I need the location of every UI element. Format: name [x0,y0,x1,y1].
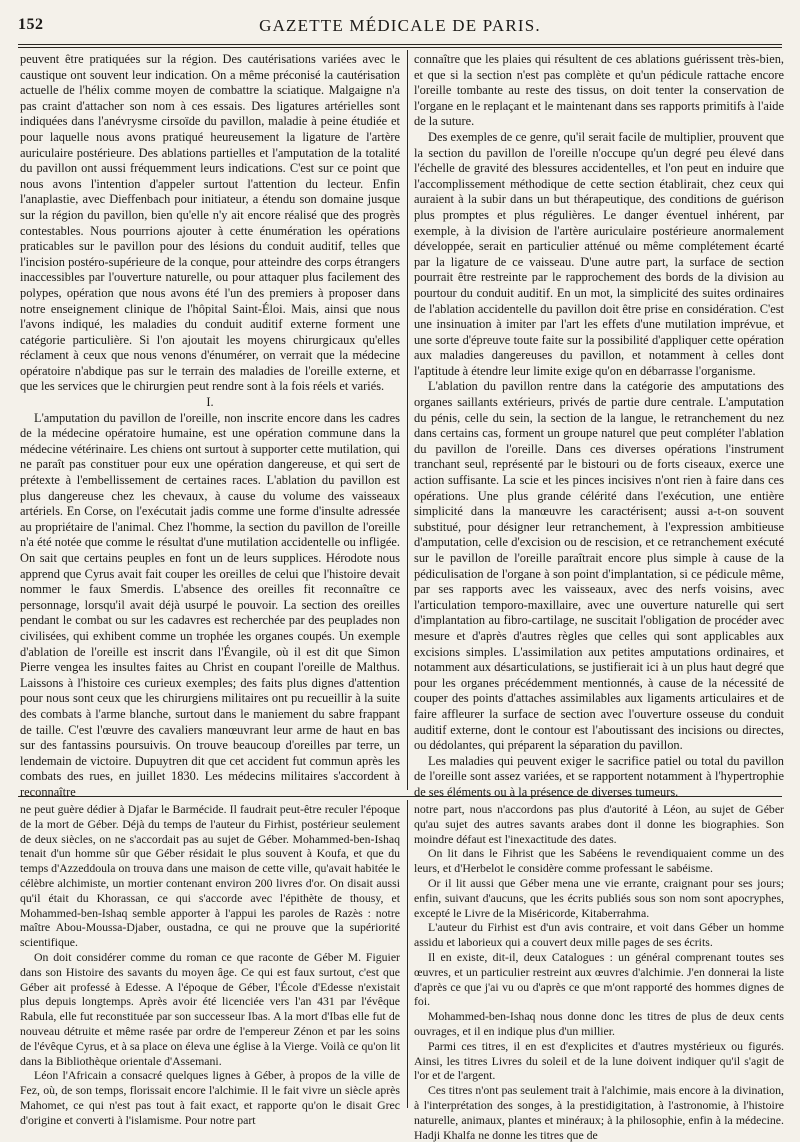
column-divider-top [407,50,408,790]
paragraph: L'auteur du Firhist est d'un avis contraire, et voit dans Géber un homme assidu et laborieux qui a couvert deux mille pages de ses écrits. [414,920,784,950]
paragraph: Des exemples de ce genre, qu'il serait facile de multiplier, prouvent que la section du pavillon de l'oreille n'occupe qu'un degré peu élevé dans l'échelle de gravité des blessures accidentelles, et l'on peut en induire que l'accomplissement méthodique de cette section établirait, chez ceux qui auraient à la subir dans un but thérapeutique, des conditions de guérison plus promptes et plus régulières. Le danger éventuel inhérent, par exemple, à la division de l'artère auriculaire postérieure anormalement développée, serait en particulier atténué ou même complétement écarté par la ligature de ce vaisseau. D'une autre part, la surface de section pourrait être restreinte par le rapprochement des bords de la division au pourtour du conduit auditif. En un mot, la simplicité des suites ordinaires de l'ablation accidentelle du pavillon doit être prise en considération. C'est une insinuation à imiter par l'art les effets d'une mutilation imprévue, et une sorte d'épreuve toute faite sur la possibilité d'appliquer cette opération aux maladies dangereuses du pavillon, et notamment à celles dont l'aptitude à étendre leur limite exige qu'on en débarrasse l'organisme. [414,129,784,378]
feuilleton-column-right [414,802,784,1142]
feuilleton-column-left [20,802,400,1127]
header-rule [18,44,782,45]
page-number: 152 [18,16,44,33]
paragraph: On doit considérer comme du roman ce que raconte de Géber M. Figuier dans son Histoire des savants du moyen âge. Ce qui est faux surtout, c'est que Géber ait professé à Edesse. A l'époque de Géber, l'École d'Edesse n'existait plus depuis longtemps. Après avoir été licenciée vers l'an 431 par l'évêque Rabula, elle fut reconstituée par son successeur Ibas. A la mort d'Ibas elle fut de nouveau détruite et même rasée par ordre de l'empereur Zénon et par les soins de l'évêque Cyrus, et à sa place on éleva une église à la Vierge. Voilà ce qu'on lit dans la Bibliothèque orientale d'Assemani. [20,949,400,1068]
paragraph: L'ablation du pavillon rentre dans la catégorie des amputations des organes saillants extérieurs, privés de partie dure centrale. L'amputation du pénis, celle du sein, la section de la langue, le retranchement du nez dans certains cas, forment un groupe naturel que peut compléter l'ablation du pavillon de l'oreille. Dans ces diverses opérations l'instrument tranchant seul, représenté par le bistouri ou de forts ciseaux, exerce une action suffisante. La scie et les pinces incisives n'ont rien à faire dans ces opérations. Une plus grande célérité dans l'exécution, une entière simplicité dans la manœuvre les caractérisent; aussi a-t-on souvent substitué, pour désigner leur retranchement, à l'expression ambitieuse d'amputation, celle d'excision ou de rescision, et ce retranchement exécuté sur le pavillon de l'oreille paraîtrait encore plus simple à cause de la pédiculisation de l'organe à son point d'implantation, si ce pédicule même, par ses rapports avec les vaisseaux, avec des nerfs voisins, avec l'articulation temporo-maxillaire, avec une ouverture naturelle qui sert d'implantation au fibro-cartilage, ne suscitait l'obligation de procéder avec mesure et d'après d'autres règles que celles qui sont applicables aux excisions simples. L'assimilation aux petites amputations ordinaires, et notamment aux désarticulations, se justifierait ici à un plus haut degré que pour les organes précédemment mentionnés, à cause de la nécessité de couper des points d'attaches assimilables aux ligaments articulaires et de faire affleurer la surface de section avec l'ouverture osseuse du conduit auditif externe, dont le contour est l'aboutissant des incisions ou directes, ou dédolantes, qui préparent la séparation du pavillon. [414,379,784,753]
paragraph: connaître que les plaies qui résultent de ces ablations guérissent très-bien, et que si la section n'est pas complète et qu'un pédicule rattache encore l'oreille tombante au reste des tissus, on doit tenter la conservation de l'organe en le replaçant et le maintenant dans ses rapports primitifs à l'aide de la suture. [414,52,784,129]
paragraph: Il en existe, dit-il, deux Catalogues : un général comprenant toutes ses œuvres, et un particulier restreint aux œuvres d'alchimie. J'en donnerai la liste d'après ce que j'ai vu ou d'après ce que m'ont rapporté des hommes dignes de foi. [414,949,784,1009]
paragraph: notre part, nous n'accordons pas plus d'autorité à Léon, au sujet de Géber qu'au sujet des autres savants arabes dont il donne les biographies. Son moindre défaut est l'inexactitude des dates. [414,802,784,846]
article-column-left [20,52,400,799]
paragraph: On lit dans le Fihrist que les Sabéens le revendiquaient comme un des leurs, et d'Herbelot le considère comme professant le sabéisme. [414,846,784,876]
section-number: I. [206,395,214,410]
paragraph: Ces titres n'ont pas seulement trait à l'alchimie, mais encore à la divination, à l'interprétation des songes, à la prestidigitation, à l'astronomie, à l'histoire naturelle, animaux, plantes et minéraux; à la philosophie, enfin à la médecine. Hadji Khalfa ne donne les titres que de [414,1083,784,1142]
column-divider-bottom [407,800,408,1108]
page-header [18,14,782,40]
paragraph: Or il lit aussi que Géber mena une vie errante, craignant pour ses jours; enfin, suivant d'aucuns, que les écrits publiés sous son nom sont apocryphes, excepté le Livre de la Miséricorde, Kitaberrahma. [414,875,784,920]
paragraph: peuvent être pratiquées sur la région. Des cautérisations variées avec le caustique ont souvent leur indication. On a même préconisé la cautérisation actuelle de l'hélix comme moyen de combattre la sciatique. Malgaigne n'a pas craint d'attacher son nom à ces essais. Des ligatures artérielles sont indiquées dans l'anévrysme cirsoïde du pavillon, maladie à peine étudiée et pour laquelle nous avons pratiqué heureusement la ligature de l'artère auriculaire postérieure. Des ablations partielles et l'amputation de la totalité du pavillon ont aussi fréquemment leurs indications. C'est sur ce point que nous avons l'intention d'appeler surtout l'attention du lecteur. Enfin l'anaplastie, avec Dieffenbach pour initiateur, a étendu son domaine jusque sur la région du pavillon, bien qu'elle n'y ait encore réalisé que des progrès contestables. Nous pourrions ajouter à cette énumération les opérations praticables sur le pavillon pour des lésions du conduit auditif, telles que l'incision postéro-supérieure de la conque, pour atteindre des corps étrangers inaccessibles par l'ouverture naturelle, ou pour attaquer plus facilement des polypes, opération que nous avons été l'un des premiers à proposer dans notre enseignement clinique de l'hôpital Saint-Éloi. Mais, ainsi que nous l'avons indiqué, les maladies du conduit auditif externe forment une catégorie particulière. Si l'on ajoutait les moyens chirurgicaux qu'elles réclament à ceux que nous venons d'énumérer, on verrait que la médecine opératoire n'abdique pas sur le terrain des maladies de l'oreille externe, et que les services que le chirurgien peut rendre sont à la fois réels et variés. [20,52,400,394]
header-rule-thin [18,47,782,48]
journal-title: GAZETTE MÉDICALE DE PARIS. [259,16,541,35]
paragraph: ne peut guère dédier à Djafar le Barmécide. Il faudrait peut-être reculer l'époque de la mort de Géber. Déjà du temps de l'auteur du Firhist, postérieur seulement de deux siècles, on ne s'accordait pas au sujet de Géber. Mohammed-ben-Ishaq tenait d'un homme sûr que Géber résidait le plus souvent à Koufa, et que du temps d'Azzeddoula on trouva dans une maison de cette ville, qu'avait habitée le célèbre alchimiste, un mortier contenant environ 200 livres d'or. On disait aussi qu'il était du Khorassan, ce qui s'accorde avec l'épithète de thousy, et Mohammed-ben-Ishaq semble apporter à l'appui les paroles de Razès : notre maître Abou-Moussa-Djaber, oustadna, ce qui ne prouve que la supériorité scientifique. [20,802,400,950]
paragraph: Léon l'Africain a consacré quelques lignes à Géber, à propos de la ville de Fez, où, de son temps, florissait encore l'alchimie. Il le fait vivre un siècle après Mahomet, ce qui n'est pas tout à fait exact, et rapporte qu'on le disait Grec d'origine et converti à l'islamisme. Pour notre part [20,1068,400,1127]
paragraph: Mohammed-ben-Ishaq nous donne donc les titres de plus de deux cents ouvrages, et il en indique plus d'un millier. [414,1009,784,1038]
paragraph: Parmi ces titres, il en est d'explicites et d'autres mystérieux ou figurés. Ainsi, les titres Livres du soleil et de la lune doivent indiquer qu'il s'agit de l'or et de l'argent. [414,1038,784,1083]
paragraph: L'amputation du pavillon de l'oreille, non inscrite encore dans les cadres de la médecine opératoire humaine, est une opération commune dans la médecine vétérinaire. Les chiens ont surtout à supporter cette mutilation, qui ne paraît pas constituer pour eux une opération dangereuse, et qui sert de prétexte à l'embellissement de certaines races. L'ablation du pavillon est plus dangereuse chez les chevaux, à cause du volume des vaisseaux artériels. En Corse, on l'exécutait jadis comme une forme d'insulte adressée au propriétaire de l'animal. Chez l'homme, la section du pavillon de l'oreille n'a été notée que comme le résultat d'une mutilation accidentelle ou infligée. On sait que certains peuples en font un de leurs supplices. Hérodote nous apprend que Cyrus avait fait couper les oreilles de celui que l'histoire devait nommer le faux Smerdis. L'absence des oreilles fit reconnaître ce personnage, lorsqu'il avait déjà usurpé le pouvoir. La section des oreilles pendant le combat ou sur les cadavres est recherchée par des peuplades non civilisées, qui exhibent comme un trophée les organes coupés. Un exemple d'ablation de l'oreille est inscrit dans l'Évangile, où il est dit que Simon Pierre vengea les insultes faites au Christ en coupant l'oreille de Malthus. Laissons à l'histoire ces curieux exemples; des faits plus dignes d'attention pour nous sont ceux que les chirurgiens militaires ont pu recueillir à la suite des combats à l'arme blanche, surtout dans le maniement du sabre frappant de taille. C'est l'œuvre des cavaliers manœuvrant leur arme de haut en bas sur des fantassins poursuivis. On trouve beaucoup d'oreilles par terre, un lendemain de victoire. Dupuytren dit que cet accident fut commun après les combats des rues, en juillet 1830. Les médecins militaires s'accordent à reconnaître [20,410,400,799]
article-column-right [414,52,784,799]
paragraph: Les maladies qui peuvent exiger le sacrifice patiel ou total du pavillon de l'oreille sont assez variées, et se rapportent notamment à l'hypertrophie de ses éléments ou à la présence de diverses tumeurs. [414,753,784,799]
